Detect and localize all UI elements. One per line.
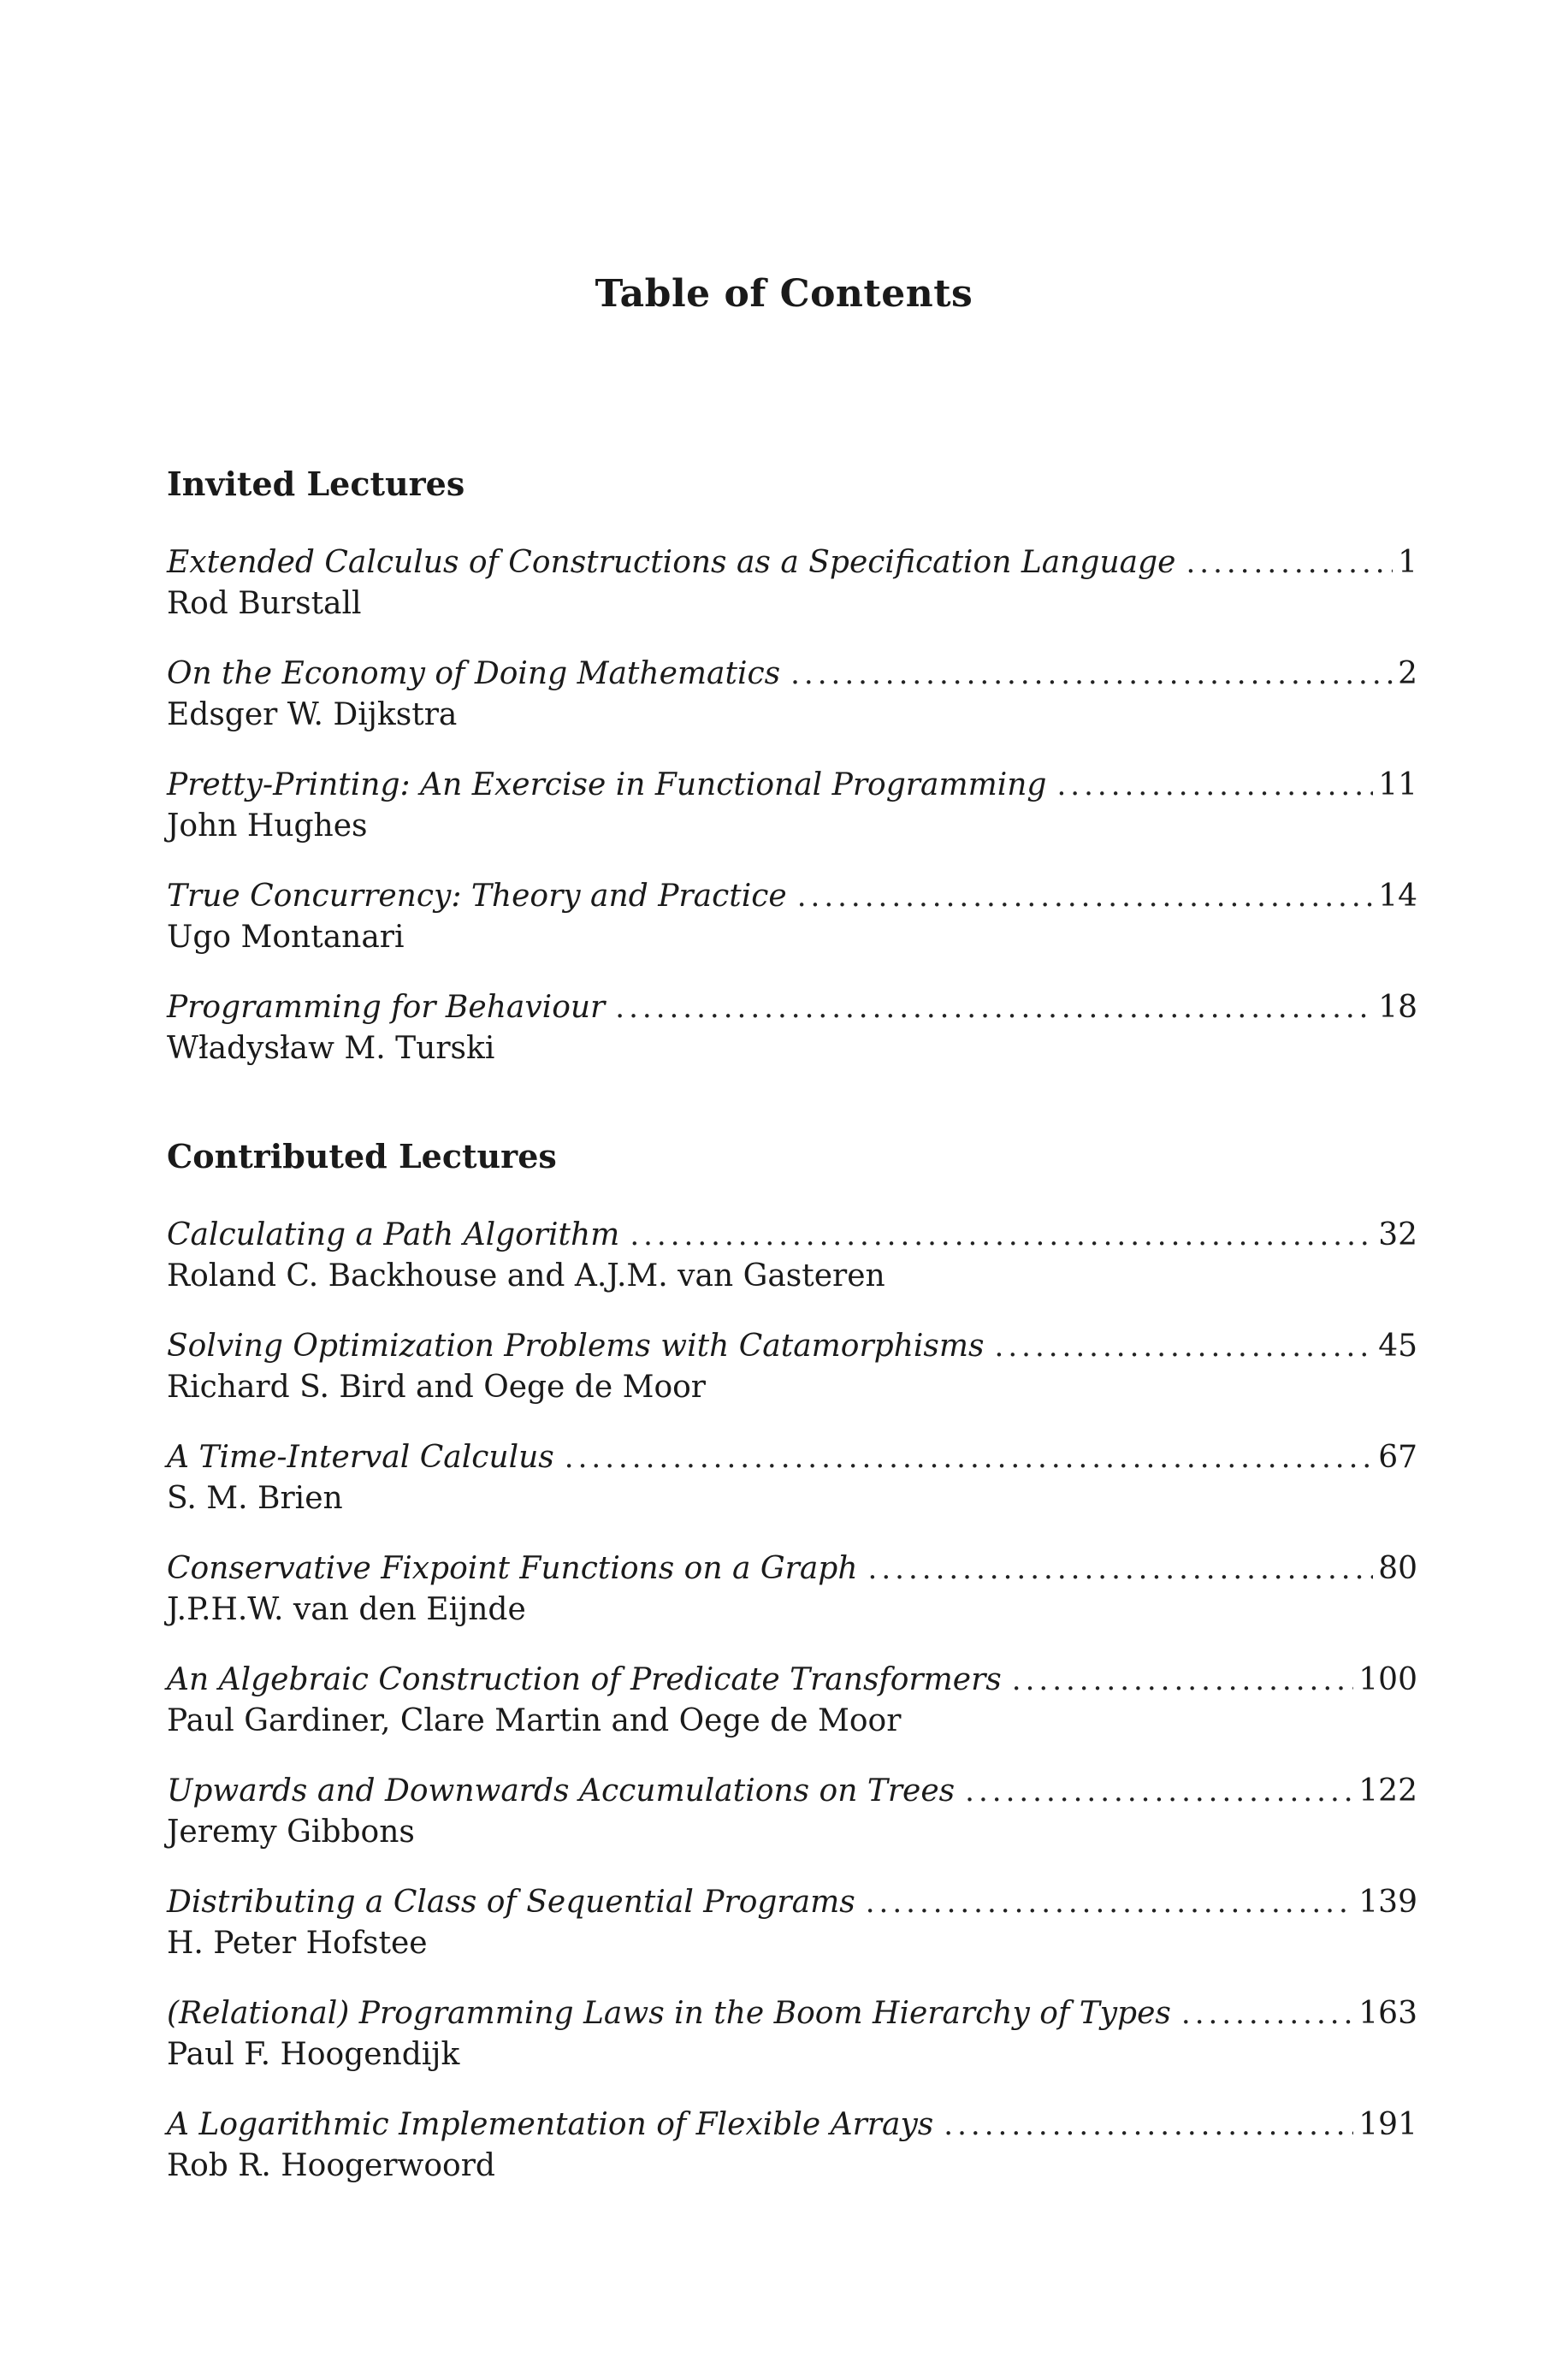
entry-author: J.P.H.W. van den Eijnde bbox=[167, 1592, 526, 1627]
entry-author: Edsger W. Dijkstra bbox=[167, 697, 458, 732]
entry-author: S. M. Brien bbox=[167, 1481, 343, 1516]
page-number: 100 bbox=[1358, 1662, 1417, 1697]
dot-leader bbox=[866, 1882, 1354, 1923]
entry-line bbox=[167, 765, 1417, 806]
section-heading: Contributed Lectures bbox=[167, 1137, 557, 1175]
toc-entry bbox=[167, 1437, 1417, 1548]
entry-title: Calculating a Path Algorithm bbox=[167, 1217, 620, 1252]
entry-title: Pretty-Printing: An Exercise in Functional Programming bbox=[167, 767, 1047, 802]
entry-title: Programming for Behaviour bbox=[167, 990, 606, 1025]
page-number: 80 bbox=[1378, 1551, 1417, 1586]
entry-line bbox=[167, 1326, 1417, 1367]
entry-title: An Algebraic Construction of Predicate Transformers bbox=[167, 1662, 1002, 1697]
page-number: 14 bbox=[1378, 879, 1417, 914]
dot-leader bbox=[868, 1548, 1374, 1590]
entry-line bbox=[167, 1548, 1417, 1590]
entry-line bbox=[167, 1993, 1417, 2034]
dot-leader bbox=[1181, 1993, 1353, 2034]
toc-entry bbox=[167, 1771, 1417, 1882]
section-heading: Invited Lectures bbox=[167, 465, 465, 503]
dot-leader bbox=[790, 654, 1393, 695]
page-number: 45 bbox=[1378, 1329, 1417, 1364]
entry-line bbox=[167, 542, 1417, 583]
entry-title: A Logarithmic Implementation of Flexible Arrays bbox=[167, 2107, 934, 2142]
entry-line bbox=[167, 1882, 1417, 1923]
toc-entry bbox=[167, 1882, 1417, 1993]
section-contributed-lectures bbox=[167, 1136, 1417, 2216]
entry-title: Solving Optimization Problems with Catamorphisms bbox=[167, 1329, 985, 1364]
page-number: 1 bbox=[1398, 545, 1417, 580]
entry-title: Extended Calculus of Constructions as a Specification Language bbox=[167, 545, 1176, 580]
dot-leader bbox=[1012, 1660, 1354, 1701]
toc-entry bbox=[167, 1326, 1417, 1437]
page-number: 122 bbox=[1358, 1773, 1417, 1809]
page-number: 67 bbox=[1378, 1440, 1417, 1475]
toc-entry bbox=[167, 1993, 1417, 2105]
dot-leader bbox=[1186, 542, 1393, 583]
page-number: 163 bbox=[1358, 1996, 1417, 2031]
toc-entry bbox=[167, 876, 1417, 987]
entry-author: Jeremy Gibbons bbox=[167, 1815, 415, 1850]
dot-leader bbox=[565, 1437, 1373, 1478]
entry-title: Conservative Fixpoint Functions on a Graph bbox=[167, 1551, 858, 1586]
entry-title: True Concurrency: Theory and Practice bbox=[167, 879, 787, 914]
entry-title: On the Economy of Doing Mathematics bbox=[167, 656, 781, 691]
toc-entry bbox=[167, 1660, 1417, 1771]
dot-leader bbox=[944, 2105, 1353, 2146]
entry-line bbox=[167, 1771, 1417, 1812]
entry-author: H. Peter Hofstee bbox=[167, 1926, 428, 1961]
entry-title: A Time-Interval Calculus bbox=[167, 1440, 554, 1475]
toc-entry bbox=[167, 654, 1417, 765]
entry-line bbox=[167, 987, 1417, 1028]
dot-leader bbox=[615, 987, 1373, 1028]
page-number: 191 bbox=[1358, 2107, 1417, 2142]
entry-line bbox=[167, 876, 1417, 917]
entry-author: Paul Gardiner, Clare Martin and Oege de Moor bbox=[167, 1703, 902, 1738]
entry-author: John Hughes bbox=[167, 808, 368, 844]
dot-leader bbox=[797, 876, 1373, 917]
entry-author: Richard S. Bird and Oege de Moor bbox=[167, 1370, 707, 1405]
entry-author: Rob R. Hoogerwoord bbox=[167, 2148, 495, 2183]
dot-leader bbox=[1056, 765, 1373, 806]
page-number: 11 bbox=[1378, 767, 1417, 802]
page-number: 139 bbox=[1358, 1885, 1417, 1920]
entry-title: Distributing a Class of Sequential Programs bbox=[167, 1885, 855, 1920]
page-number: 32 bbox=[1378, 1217, 1417, 1252]
entry-line bbox=[167, 1437, 1417, 1478]
section-invited-lectures bbox=[167, 464, 1417, 1098]
toc-entry bbox=[167, 1215, 1417, 1326]
dot-leader bbox=[965, 1771, 1353, 1812]
entry-author: Rod Burstall bbox=[167, 586, 362, 621]
entry-line bbox=[167, 2105, 1417, 2146]
entry-line bbox=[167, 1215, 1417, 1256]
entry-title: Upwards and Downwards Accumulations on Trees bbox=[167, 1773, 956, 1809]
entry-title: (Relational) Programming Laws in the Boom Hierarchy of Types bbox=[167, 1996, 1171, 2031]
entry-author: Paul F. Hoogendijk bbox=[167, 2037, 460, 2072]
toc-entry bbox=[167, 1548, 1417, 1660]
entry-author: Roland C. Backhouse and A.J.M. van Gasteren bbox=[167, 1258, 885, 1294]
toc-entry bbox=[167, 2105, 1417, 2216]
toc-entry bbox=[167, 542, 1417, 654]
toc-entry bbox=[167, 987, 1417, 1098]
page-number: 18 bbox=[1378, 990, 1417, 1025]
entry-author: Ugo Montanari bbox=[167, 920, 405, 955]
toc-entry bbox=[167, 765, 1417, 876]
dot-leader bbox=[630, 1215, 1373, 1256]
entry-author: Władysław M. Turski bbox=[167, 1031, 495, 1066]
entry-line bbox=[167, 654, 1417, 695]
page-title: Table of Contents bbox=[595, 272, 973, 316]
page-number: 2 bbox=[1398, 656, 1417, 691]
dot-leader bbox=[995, 1326, 1374, 1367]
entry-line bbox=[167, 1660, 1417, 1701]
